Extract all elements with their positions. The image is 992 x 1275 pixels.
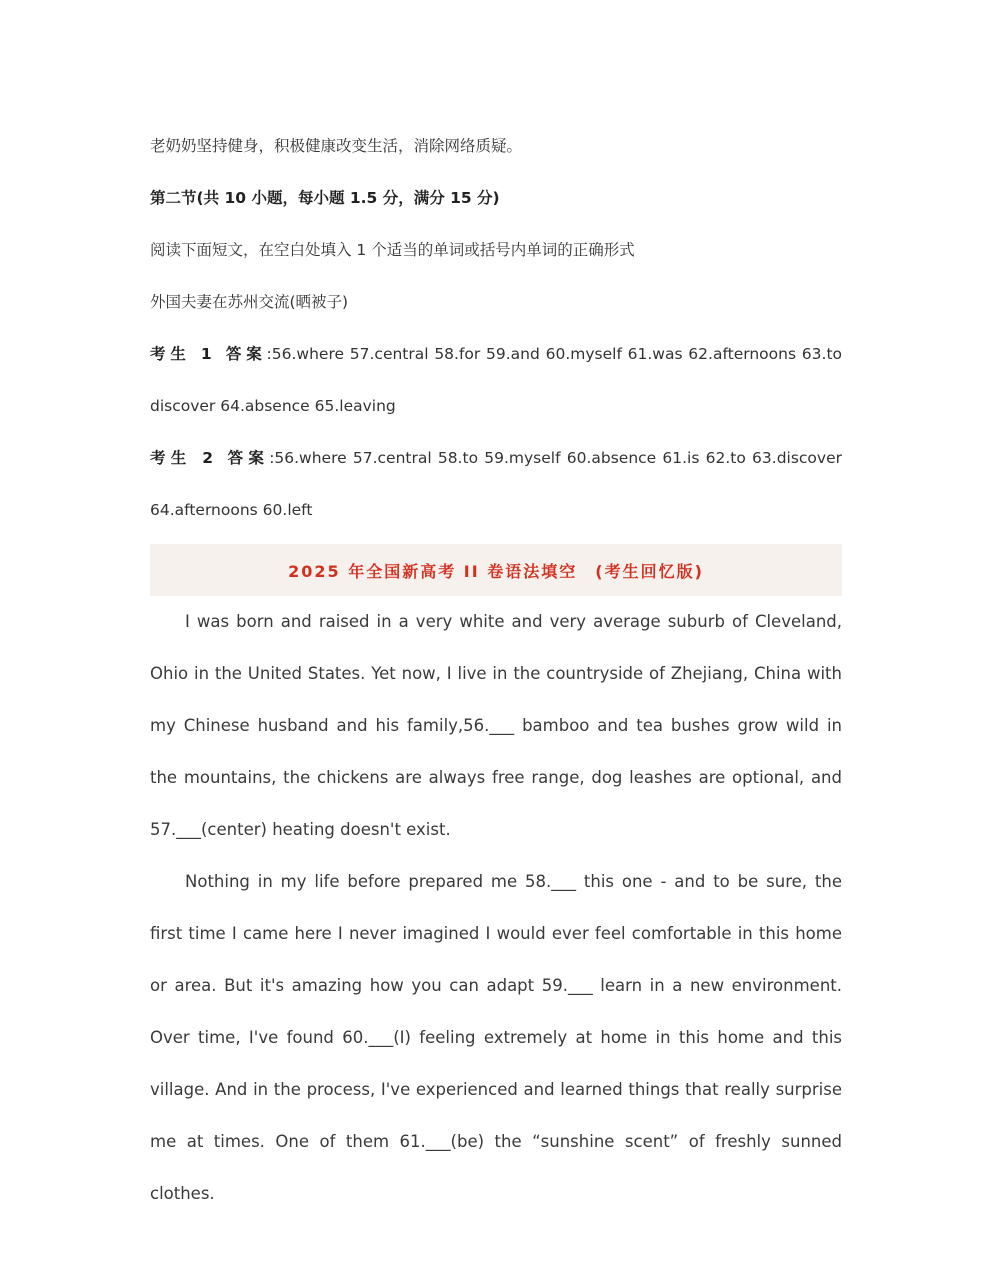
passage-p2-line: Nothing in my life before prepared me 58.___ this one - and to be sure, the — [185, 872, 842, 891]
passage-topic: 外国夫妻在苏州交流(晒被子) — [150, 293, 349, 311]
section-heading: 第二节(共 10 小题，每小题 1.5 分，满分 15 分) — [150, 189, 500, 207]
passage-p1-line: 57.___(center) heating doesn't exist. — [150, 820, 451, 839]
passage-p2-line: me at times. One of them 61.___(be) the “sunshine scent” of freshly sunned — [150, 1132, 842, 1151]
exam-title: 2025 年全国新高考 II 卷语法填空 (考生回忆版) — [288, 561, 704, 581]
student1-answer-label: 考生 1 答案 — [150, 345, 267, 363]
intro-line: 老奶奶坚持健身，积极健康改变生活，消除网络质疑。 — [150, 137, 523, 155]
passage-p1-line: Ohio in the United States. Yet now, I live in the countryside of Zhejiang, China with — [150, 664, 842, 683]
student2-answer-values: :56.where 57.central 58.to 59.myself 60.absence 61.is 62.to 63.discover — [269, 449, 842, 467]
exam-title-banner — [150, 544, 842, 596]
student2-answer-label: 考生 2 答案 — [150, 449, 270, 467]
student1-answer-values: :56.where 57.central 58.for 59.and 60.myself 61.was 62.afternoons 63.to — [266, 345, 842, 363]
passage-p1-line: my Chinese husband and his family,56.___ bamboo and tea bushes grow wild in — [150, 716, 842, 735]
passage-p2-line: village. And in the process, I've experienced and learned things that really surprise — [150, 1080, 842, 1099]
document-page — [150, 120, 842, 1220]
student1-answers-line2: discover 64.absence 65.leaving — [150, 397, 396, 415]
passage — [150, 596, 842, 1220]
passage-p2-line: first time I came here I never imagined I would ever feel comfortable in this home — [150, 924, 842, 943]
passage-p2-line: clothes. — [150, 1184, 215, 1203]
instruction-text: 阅读下面短文，在空白处填入 1 个适当的单词或括号内单词的正确形式 — [150, 241, 635, 259]
student2-answers-line1 — [150, 432, 842, 484]
passage-p1-line: I was born and raised in a very white and very average suburb of Cleveland, — [185, 612, 842, 631]
passage-p1-line: the mountains, the chickens are always free range, dog leashes are optional, and — [150, 768, 842, 787]
passage-p2-line: or area. But it's amazing how you can adapt 59.___ learn in a new environment. — [150, 976, 842, 995]
passage-p2-line: Over time, I've found 60.___(I) feeling extremely at home in this home and this — [150, 1028, 842, 1047]
student2-answers-line2: 64.afternoons 60.left — [150, 501, 313, 519]
student1-answers-line1 — [150, 328, 842, 380]
